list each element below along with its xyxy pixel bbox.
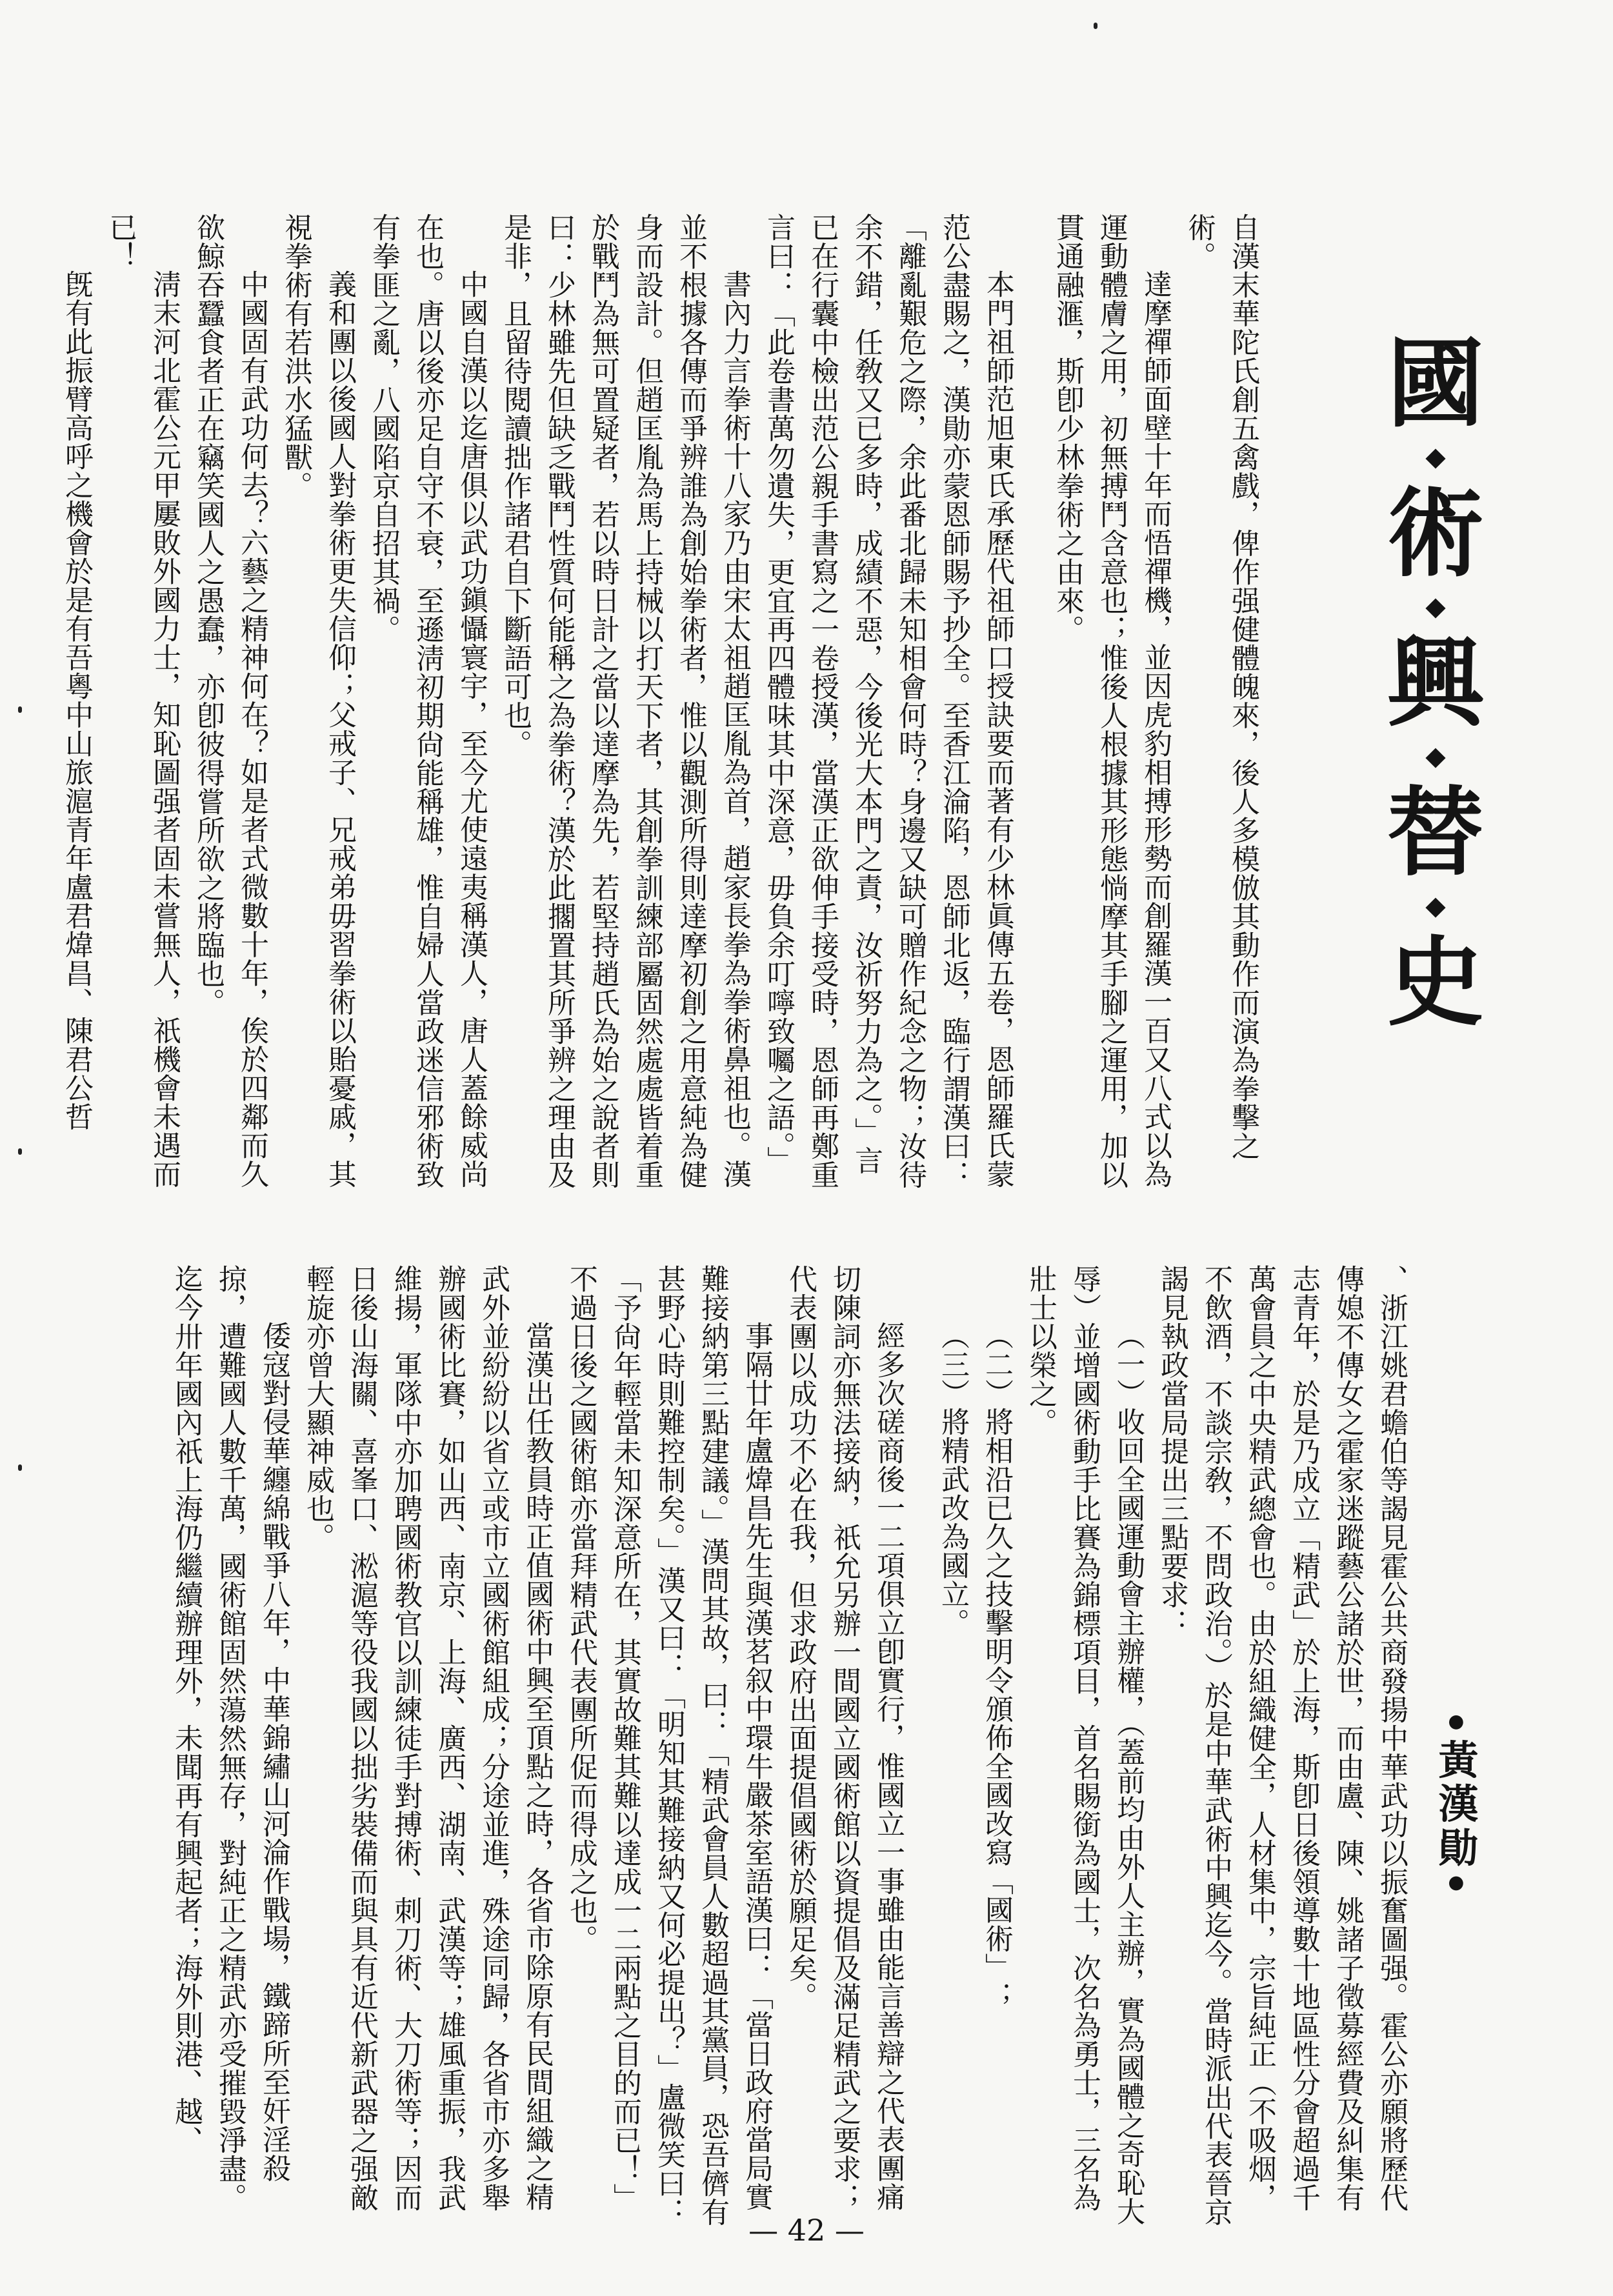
article-title bbox=[1381, 327, 1490, 1239]
paragraph: 達摩禪師面壁十年而悟禪機，並因虎豹相搏形勢而創羅漢一百又八式以為運動體膚之用，初無搏鬥含意也；惟後人根據其形態惝摩其手腳之運用，加以貫通融滙，斯卽少林拳術之由來。 bbox=[1051, 213, 1172, 1189]
paragraph: 事隔廿年盧煒昌先生與漢茗叙中環牛嚴茶室語漢曰：「當日政府當局實難接納第三點建議。」漢問其故，曰：「精武會員人數超過其黨員，恐吾儕有甚野心時則難控制矣。」漢又曰：「明知其難接納又何必提出？」盧微笑曰：「予尙年輕當未知深意所在，其實故難其難以達成一二兩點之目的而已！」不過日後之國術館亦當拜精武代表團所促而得成之也。 bbox=[565, 1264, 773, 2226]
scan-speck bbox=[1094, 23, 1097, 29]
title-separator bbox=[1425, 448, 1445, 468]
text-block-upper-right bbox=[1019, 213, 1265, 1193]
paragraph: 、浙江姚君蟾伯等謁見霍公共商發揚中華武功以振奮圖强。霍公亦願將歷代傳媳不傳女之霍家迷蹤藝公諸於世，而由盧、陳、姚諸子徵募經費及糾集有志青年，於是乃成立「精武」於上海，斯卽日後領導數十地區性分會超過千萬會員之中央精武總會也。由於組織健全，人材集中，宗旨純正（不吸烟，不飲酒，不談宗敎，不問政治。）於是中華武術中興迄今。當時派出代表晉京謁見執政當局提出三點要求： bbox=[1156, 1264, 1408, 2226]
scan-speck bbox=[18, 706, 22, 713]
paragraph: 倭寇對侵華纏綿戰爭八年，中華錦繡山河淪作戰場，鐵蹄所至奸淫殺掠，遭難國人數千萬，國術館固然蕩然無存，對純正之精武亦受摧毀淨盡。迄今卅年國內祇上海仍繼續辦理外，未聞再有興起者；海外則港、越、 bbox=[170, 1264, 290, 2212]
title-char: 替 bbox=[1387, 776, 1484, 890]
paragraph: （三）將精武改為國立。 bbox=[936, 1321, 969, 1637]
title-char: 史 bbox=[1387, 926, 1484, 1039]
paragraph: 義和團以後國人對拳術更失信仰；父戒子、兄戒弟毋習拳術以貽憂戚，其視拳術有若洪水猛獸。 bbox=[279, 213, 356, 1188]
paragraph: 本門祖師范旭東氏承歷代祖師口授訣要而著有少林眞傳五卷，恩師羅氏蒙范公盡賜之，漢勛亦蒙恩師賜予抄全。至香江淪陷，恩師北返，臨行謂漢曰：「離亂艱危之際，余此番北歸未知相會何時？身邊又缺可贈作紀念之物；汝待余不錯，任敎又已多時，成績不惡，今後光大本門之責，汝祈努力為之。」言已在行囊中檢出范公親手書寫之一卷授漢，當漢正欲伸手接受時，恩師再鄭重言曰：「此卷書萬勿遺失，更宜再四體味其中深意，毋負余叮嚀致囑之語。」 bbox=[762, 213, 1014, 1189]
title-char: 國 bbox=[1387, 327, 1484, 441]
page-number: — 42 — bbox=[748, 2213, 865, 2248]
title-separator bbox=[1425, 598, 1445, 618]
paragraph: （二）將相沿已久之技擊明令頒佈全國改寫「國術」； bbox=[980, 1321, 1013, 2010]
title-char: 興 bbox=[1387, 626, 1484, 740]
text-block-lower-right bbox=[910, 1264, 1413, 2232]
paragraph: 經多次磋商後一二項俱立卽實行，惟國立一事雖由能言善辯之代表團痛切陳詞亦無法接納，祇允另辦一間國立國術館以資提倡及滿足精武之要求；代表團以成功不必在我，但求政府出面提倡國術於願足矣。 bbox=[784, 1264, 905, 2212]
paragraph: 淸末河北霍公元甲屢敗外國力士，知恥圖强者固未嘗無人，祇機會未遇而已！ bbox=[104, 213, 181, 1188]
paragraph: 當漢出任教員時正值國術中興至頂點之時，各省市除原有民間組織之精武外並紛紛以省立或市立國術館組成；分途並進，殊途同歸，各省市亦多舉辦國術比賽，如山西、南京、上海、廣西、湖南、武漢等；雄風重振，我武維揚，軍隊中亦加聘國術教官以訓練徒手對搏術、刺刀術、大刀術等；因而日後山海關、喜峯口、淞滬等役我國以拙劣裝備而與具有近代新武器之强敵輕旋亦曾大顯神威也。 bbox=[301, 1264, 554, 2212]
title-char: 術 bbox=[1387, 477, 1484, 590]
paragraph: 中國固有武功何去？六藝之精神何在？如是者式微數十年，俟於四鄰而久欲鯨吞蠶食者正在竊笑國人之愚蠢，亦卽彼得嘗所欲之將臨也。 bbox=[192, 213, 268, 1188]
scan-speck bbox=[18, 1464, 22, 1471]
author-name: •黃漢勛• bbox=[1432, 1710, 1479, 1901]
paragraph: 自漢末華陀氏創五禽戲，俾作强健體魄來，後人多模倣其動作而演為拳擊之術。 bbox=[1183, 213, 1259, 1161]
text-block-upper-left bbox=[60, 213, 1019, 1193]
title-separator bbox=[1425, 748, 1445, 768]
scan-speck bbox=[18, 1148, 22, 1155]
paragraph: （一）收回全國運動會主辦權，（蓋前均由外人主辦，實為國體之奇恥大辱）並增國術動手比賽為錦標項目，首名賜銜為國士，次名為勇士，三名為壯士以榮之。 bbox=[1024, 1264, 1145, 2226]
paragraph: 旣有此振臂高呼之機會於是有吾粵中山旅滬青年盧君煒昌、陳君公哲 bbox=[60, 270, 93, 1131]
paragraph: 書內力言拳術十八家乃由宋太祖趙匡胤為首，趙家長拳為拳術鼻祖也。漢並不根據各傳而爭辨誰為創始拳術者，惟以觀測所得則達摩初創之用意純為健身而設計。但趙匡胤為馬上持械以打天下者，其創拳訓練部屬固然處處皆着重於戰鬥為無可置疑者，若以時日計之當以達摩為先，若堅持趙氏為始之說者則曰：少林雖先但缺乏戰鬥性質何能稱之為拳術？漢於此擱置其所爭辨之理由及是非，且留待閱讀拙作諸君自下斷語可也。 bbox=[499, 213, 751, 1189]
paragraph: 中國自漢以迄唐俱以武功鎭懾寰宇，至今尤使遠夷稱漢人，唐人蓋餘威尚在也。唐以後亦足自守不衰，至遜淸初期尙能稱雄，惟自婦人當政迷信邪術致有拳匪之亂，八國陷京自招其禍。 bbox=[367, 213, 488, 1189]
title-separator bbox=[1425, 897, 1445, 917]
text-block-lower-left bbox=[148, 1264, 910, 2232]
